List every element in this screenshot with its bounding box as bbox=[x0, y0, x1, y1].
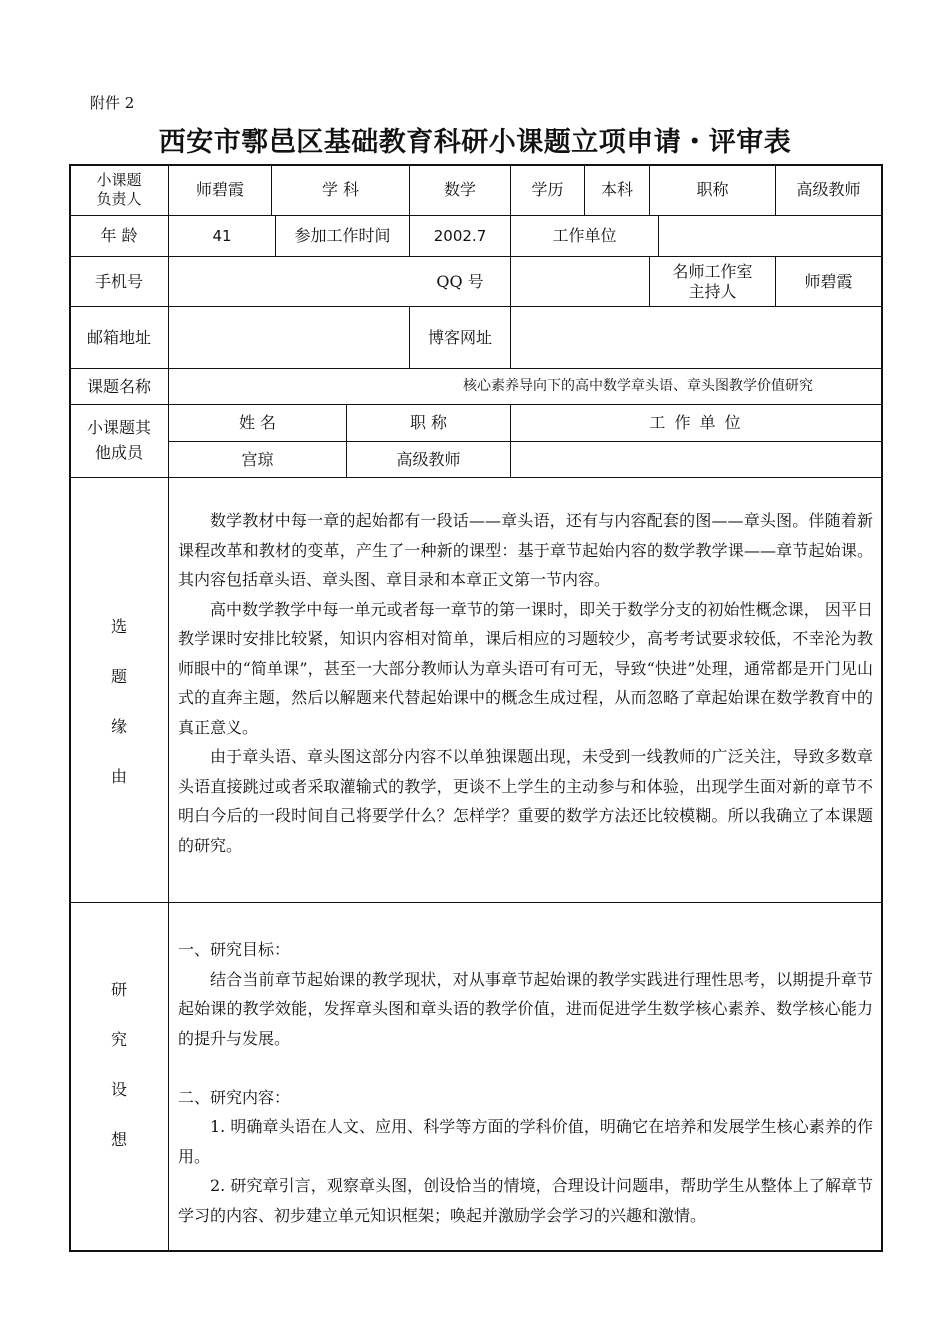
blog-label: 博客网址 bbox=[427, 327, 492, 347]
topic-value: 核心素养导向下的高中数学章头语、章头图教学价值研究 bbox=[463, 377, 813, 394]
spacer bbox=[178, 1053, 873, 1083]
education-label: 学历 bbox=[531, 180, 564, 199]
leader-name: 师碧霞 bbox=[195, 180, 244, 199]
content-heading: 二、研究内容： bbox=[178, 1087, 291, 1107]
goal-heading: 一、研究目标： bbox=[178, 940, 291, 959]
work-unit-label: 工作单位 bbox=[552, 226, 617, 245]
studio-host-value: 师碧霞 bbox=[804, 271, 853, 291]
title-label: 职称 bbox=[696, 180, 729, 199]
work-unit-value[interactable] bbox=[659, 216, 881, 256]
blog-value[interactable] bbox=[511, 307, 881, 368]
work-time-value: 2002.7 bbox=[433, 226, 487, 245]
phone-value[interactable] bbox=[169, 257, 409, 306]
reason-label: 选 题 缘 由 bbox=[110, 617, 127, 786]
content-item: 1. 明确章头语在人文、应用、科学等方面的学科价值，明确它在培养和发展学生核心素养的作用。 bbox=[178, 1117, 873, 1166]
education-value: 本科 bbox=[600, 180, 633, 199]
goal-text: 结合当前章节起始课的教学现状，对从事章节起始课的教学实践进行理性思考，以期提升章节起始课的教学效能，发挥章头图和章头语的教学价值，进而促进学生数学核心素养、数学核心能力的提升与发展。 bbox=[178, 969, 873, 1048]
subject-value: 数学 bbox=[443, 180, 476, 199]
age-label: 年 龄 bbox=[100, 226, 138, 245]
design-text bbox=[178, 935, 873, 1230]
leader-label: 小课题 负责人 bbox=[96, 171, 142, 208]
member-name: 宫琼 bbox=[241, 449, 274, 469]
age-value: 41 bbox=[212, 226, 232, 245]
email-label: 邮箱地址 bbox=[86, 327, 151, 347]
studio-host-label: 名师工作室 主持人 bbox=[672, 261, 753, 301]
reason-paragraph: 由于章头语、章头图这部分内容不以单独课题出现，未受到一线教师的广泛关注，导致多数章头语直接跳过或者采取灌输式的教学，更谈不上学生的主动参与和体验，出现学生面对新的章节不明白今后的一段时间自己将要学什么？怎样学？重要的数学方法还比较模糊。所以我确立了本课题的研究。 bbox=[178, 747, 873, 855]
subject-label: 学 科 bbox=[321, 180, 360, 199]
member-unit[interactable] bbox=[511, 442, 881, 477]
members-header-name: 姓 名 bbox=[238, 413, 277, 432]
reason-paragraph: 高中数学教学中每一单元或者每一章节的第一课时，即关于数学分支的初始性概念课， 因平日教学课时安排比较紧，知识内容相对简单，课后相应的习题较少，高考考试要求较低，不幸沦为教师眼中的“简单课”，甚至一大部分教师认为章头语可有可无，导致“快进”处理，通常都是开门见山式的直奔主题，然后以解题来代替起始课中的概念生成过程，从而忽略了章起始课在数学教育中的真正意义。 bbox=[178, 599, 873, 737]
content-item: 2. 研究章引言，观察章头图，创设恰当的情境，合理设计问题串，帮助学生从整体上了解章节学习的内容、初步建立单元知识框架；唤起并激励学会学习的兴趣和激情。 bbox=[178, 1176, 873, 1225]
reason-text bbox=[178, 506, 873, 860]
email-value[interactable] bbox=[169, 307, 409, 368]
page-title: 西安市鄠邑区基础教育科研小课题立项申请・评审表 bbox=[158, 127, 792, 158]
members-header-unit: 工 作 单 位 bbox=[649, 413, 743, 432]
design-label: 研 究 设 想 bbox=[110, 980, 127, 1149]
members-header-title: 职 称 bbox=[409, 413, 448, 432]
reason-paragraph: 数学教材中每一章的起始都有一段话——章头语，还有与内容配套的图——章头图。伴随着新课程改革和教材的变革，产生了一种新的课型：基于章节起始内容的数学教学课——章节起始课。其内容包括章头语、章头图、章目录和本章正文第一节内容。 bbox=[178, 511, 873, 589]
members-label: 小课题其 他成员 bbox=[86, 418, 151, 462]
topic-label: 课题名称 bbox=[86, 376, 151, 396]
qq-value[interactable] bbox=[511, 257, 649, 306]
work-time-label: 参加工作时间 bbox=[294, 226, 391, 245]
title-value: 高级教师 bbox=[796, 180, 861, 199]
qq-label: QQ 号 bbox=[436, 271, 484, 291]
attachment-label: 附件 2 bbox=[90, 94, 135, 112]
member-title: 高级教师 bbox=[396, 449, 461, 469]
phone-label: 手机号 bbox=[94, 271, 143, 291]
